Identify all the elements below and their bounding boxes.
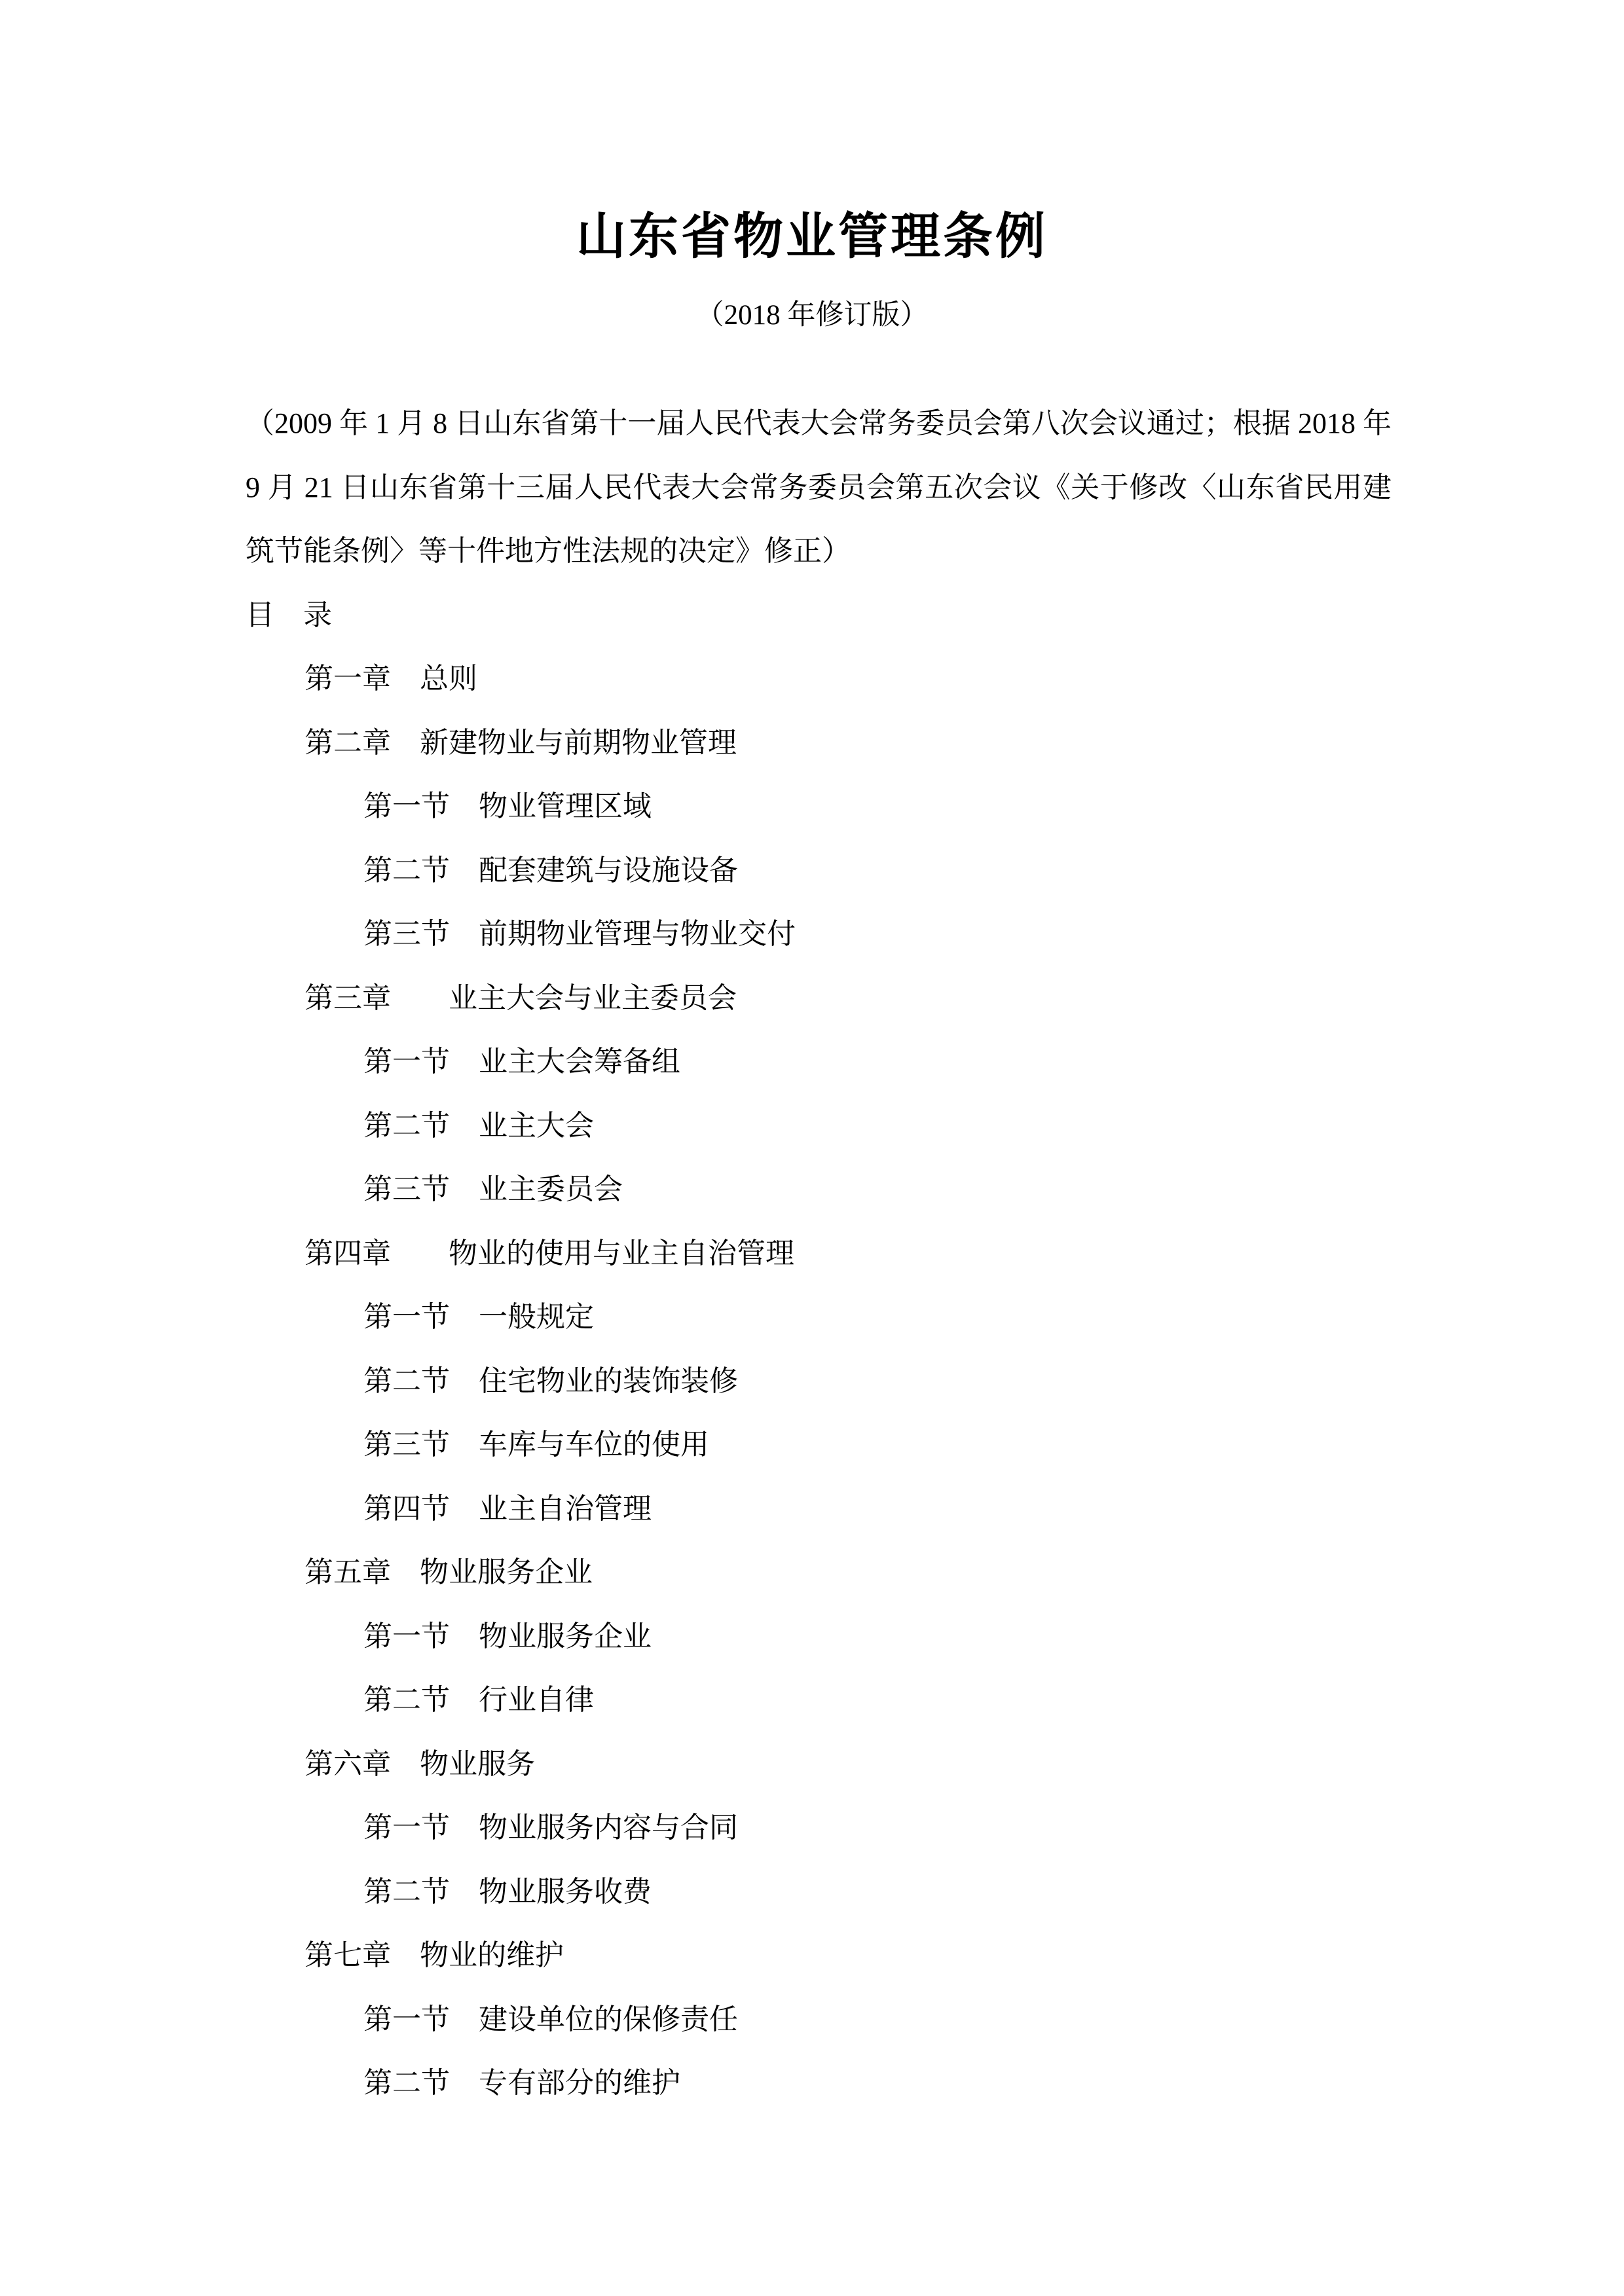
toc-ch5-section-1: 第一节 物业服务企业 <box>363 1620 652 1652</box>
toc-chapter-4: 第四章 物业的使用与业主自治管理 <box>304 1237 794 1269</box>
document-title: 山东省物业管理条例 <box>576 210 1048 264</box>
preamble-line-1: （2009 年 1 月 8 日山东省第十一届人民代表大会常务委员会第八次会议通过；根据 2018 年 <box>246 407 1392 439</box>
toc-heading: 目 录 <box>246 598 332 631</box>
toc-ch4-section-2: 第二节 住宅物业的装饰装修 <box>363 1364 738 1397</box>
toc-ch2-section-1: 第一节 物业管理区域 <box>363 790 652 822</box>
toc-ch2-section-3: 第三节 前期物业管理与物业交付 <box>363 918 796 950</box>
toc-chapter-3: 第三章 业主大会与业主委员会 <box>304 981 737 1014</box>
toc-ch3-section-2: 第二节 业主大会 <box>363 1109 594 1142</box>
document-subtitle: （2018 年修订版） <box>695 300 929 331</box>
toc-ch6-section-2: 第二节 物业服务收费 <box>363 1875 652 1908</box>
toc-chapter-1: 第一章 总则 <box>304 663 477 695</box>
toc-ch2-section-2: 第二节 配套建筑与设施设备 <box>363 854 738 886</box>
toc-ch3-section-1: 第一节 业主大会筹备组 <box>363 1046 680 1078</box>
toc-ch5-section-2: 第二节 行业自律 <box>363 1684 594 1716</box>
toc-ch4-section-3: 第三节 车库与车位的使用 <box>363 1429 709 1461</box>
toc-chapter-2: 第二章 新建物业与前期物业管理 <box>304 726 737 759</box>
document-body <box>246 392 1392 2115</box>
toc-chapter-6: 第六章 物业服务 <box>304 1747 535 1780</box>
toc-ch7-section-2: 第二节 专有部分的维护 <box>363 2067 680 2099</box>
toc-chapter-7: 第七章 物业的维护 <box>304 1939 564 1971</box>
preamble-line-2: 9 月 21 日山东省第十三届人民代表大会常务委员会第五次会议《关于修改〈山东省民用建 <box>246 471 1392 503</box>
preamble-line-3: 筑节能条例〉等十件地方性法规的决定》修正） <box>246 535 851 567</box>
toc-ch6-section-1: 第一节 物业服务内容与合同 <box>363 1812 738 1844</box>
toc-ch3-section-3: 第三节 业主委员会 <box>363 1173 623 1205</box>
toc-ch4-section-1: 第一节 一般规定 <box>363 1301 594 1333</box>
toc-chapter-5: 第五章 物业服务企业 <box>304 1556 593 1588</box>
toc-ch7-section-1: 第一节 建设单位的保修责任 <box>363 2003 738 2035</box>
toc-ch4-section-4: 第四节 业主自治管理 <box>363 1492 652 1525</box>
